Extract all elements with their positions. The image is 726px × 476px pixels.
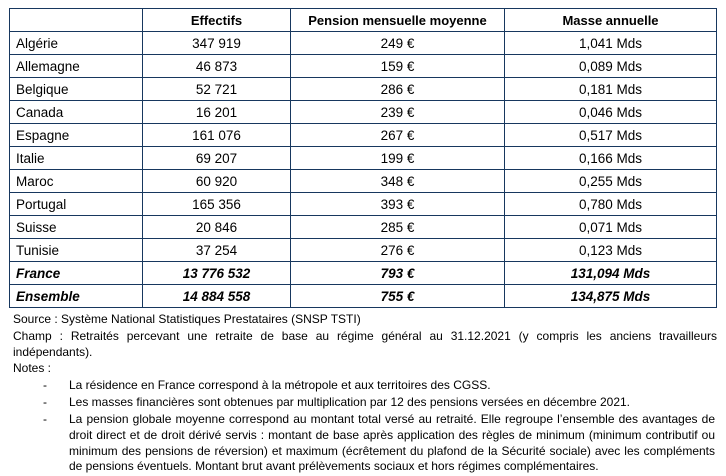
- cell-effectifs: 60 920: [143, 170, 291, 193]
- table-body: [10, 32, 717, 308]
- cell-effectifs: 14 884 558: [143, 285, 291, 308]
- cell-country: Allemagne: [10, 55, 143, 78]
- note-dash: -: [43, 378, 47, 393]
- cell-country: Belgique: [10, 78, 143, 101]
- cell-country: Italie: [10, 147, 143, 170]
- cell-pension: 393 €: [291, 193, 505, 216]
- cell-pension: 285 €: [291, 216, 505, 239]
- table-row: [10, 239, 717, 262]
- cell-masse: 1,041 Mds: [505, 32, 717, 55]
- table-row: [10, 170, 717, 193]
- cell-pension: 276 €: [291, 239, 505, 262]
- cell-effectifs: 161 076: [143, 124, 291, 147]
- cell-masse: 0,181 Mds: [505, 78, 717, 101]
- cell-effectifs: 69 207: [143, 147, 291, 170]
- cell-effectifs: 37 254: [143, 239, 291, 262]
- note-dash: -: [43, 411, 47, 426]
- cell-pension: 348 €: [291, 170, 505, 193]
- cell-pension: 199 €: [291, 147, 505, 170]
- champ-line: Champ : Retraités percevant une retraite de base au régime général au 31.12.2021 (y compris les anciens travailleurs indépendants).: [13, 328, 717, 359]
- cell-effectifs: 347 919: [143, 32, 291, 55]
- cell-country: Suisse: [10, 216, 143, 239]
- table-row: [10, 216, 717, 239]
- table-row: [10, 285, 717, 308]
- cell-masse: 0,123 Mds: [505, 239, 717, 262]
- table-row: [10, 147, 717, 170]
- cell-country: Espagne: [10, 124, 143, 147]
- cell-masse: 0,046 Mds: [505, 101, 717, 124]
- note-text: La résidence en France correspond à la métropole et aux territoires des CGSS.: [69, 378, 491, 393]
- cell-masse: 0,780 Mds: [505, 193, 717, 216]
- header-pension: Pension mensuelle moyenne: [291, 9, 505, 32]
- header-masse: Masse annuelle: [505, 9, 717, 32]
- notes-label: Notes :: [13, 361, 52, 376]
- cell-pension: 755 €: [291, 285, 505, 308]
- cell-masse: 0,166 Mds: [505, 147, 717, 170]
- header-effectifs: Effectifs: [143, 9, 291, 32]
- cell-effectifs: 46 873: [143, 55, 291, 78]
- note-dash: -: [43, 395, 47, 410]
- cell-country: Canada: [10, 101, 143, 124]
- header-country: [10, 9, 143, 32]
- cell-masse: 0,255 Mds: [505, 170, 717, 193]
- cell-masse: 134,875 Mds: [505, 285, 717, 308]
- cell-masse: 0,071 Mds: [505, 216, 717, 239]
- table-footnotes: [9, 312, 717, 475]
- table-row: [10, 55, 717, 78]
- cell-masse: 131,094 Mds: [505, 262, 717, 285]
- pensions-table: [9, 8, 717, 308]
- cell-country: Algérie: [10, 32, 143, 55]
- cell-country: Tunisie: [10, 239, 143, 262]
- cell-pension: 249 €: [291, 32, 505, 55]
- table-header-row: [10, 9, 717, 32]
- cell-country: Portugal: [10, 193, 143, 216]
- cell-masse: 0,089 Mds: [505, 55, 717, 78]
- cell-masse: 0,517 Mds: [505, 124, 717, 147]
- table-row: [10, 262, 717, 285]
- cell-effectifs: 16 201: [143, 101, 291, 124]
- cell-country: Ensemble: [10, 285, 143, 308]
- note-text: La pension globale moyenne correspond au montant total versé au retraité. Elle regroupe l’ensemble des avantages de droit direct et de droit dérivé servis : montant de base après application des règles de minimum (minimum contributif ou minimum des pensions de réversion) et maximum (écrêtement du plafond de la Sécurité sociale) avec les compléments de pensions éventuels. Montant brut avant prélèvements sociaux et hors régimes complémentaires.: [69, 411, 715, 474]
- cell-effectifs: 13 776 532: [143, 262, 291, 285]
- cell-pension: 159 €: [291, 55, 505, 78]
- cell-pension: 267 €: [291, 124, 505, 147]
- cell-country: France: [10, 262, 143, 285]
- note-item: [9, 395, 717, 411]
- note-text: Les masses financières sont obtenues par multiplication par 12 des pensions versées en décembre 2021.: [69, 395, 630, 410]
- cell-pension: 286 €: [291, 78, 505, 101]
- note-item: [9, 412, 717, 475]
- table-row: [10, 78, 717, 101]
- cell-effectifs: 52 721: [143, 78, 291, 101]
- table-row: [10, 32, 717, 55]
- note-item: [9, 378, 717, 394]
- table-row: [10, 124, 717, 147]
- table-row: [10, 193, 717, 216]
- table-row: [10, 101, 717, 124]
- cell-pension: 239 €: [291, 101, 505, 124]
- cell-effectifs: 20 846: [143, 216, 291, 239]
- cell-pension: 793 €: [291, 262, 505, 285]
- cell-effectifs: 165 356: [143, 193, 291, 216]
- cell-country: Maroc: [10, 170, 143, 193]
- source-line: Source : Système National Statistiques Prestataires (SNSP TSTI): [13, 312, 361, 326]
